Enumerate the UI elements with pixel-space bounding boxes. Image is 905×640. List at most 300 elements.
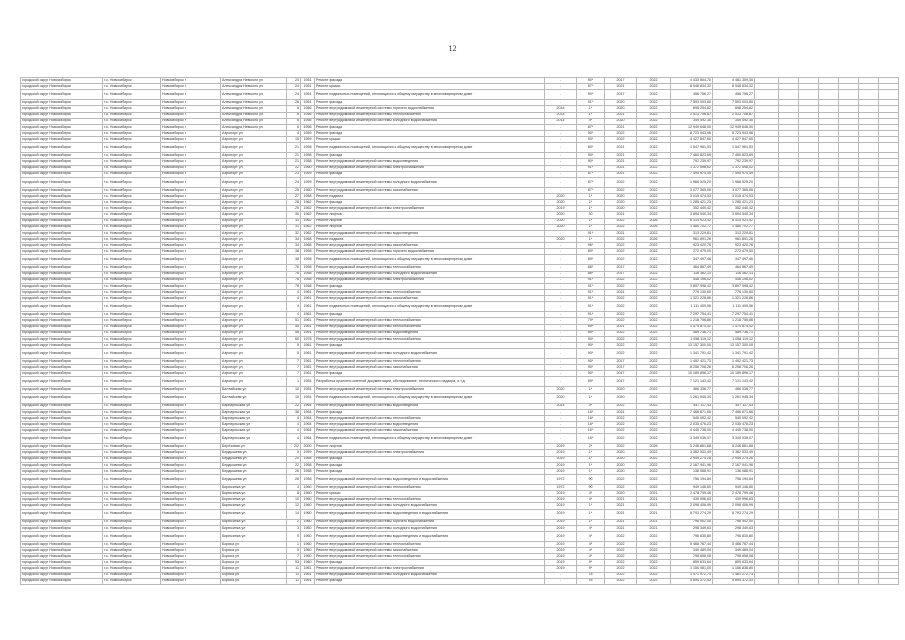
cell-d: городской округ Новосибирск	[21, 422, 103, 428]
empty-cell	[879, 475, 899, 485]
cell-c: г.о. Новосибирск	[103, 541, 161, 547]
cell-a: -	[545, 78, 577, 84]
cell-h: 4	[287, 428, 301, 434]
cell-a: 2019	[545, 519, 577, 525]
cell-s: Новосибирск г	[161, 100, 221, 106]
cell-a: -	[545, 90, 577, 100]
cell-a: 2014	[545, 403, 577, 409]
cell-r1: 2022	[605, 255, 637, 265]
cell-p1: 1 261 945,34	[671, 393, 713, 403]
cell-p1: 8 723 943,96	[671, 130, 713, 136]
cell-d: городской округ Новосибирск	[21, 159, 103, 165]
cell-y: 1961	[301, 330, 315, 336]
empty-cell	[799, 531, 819, 541]
cell-h: 7	[287, 359, 301, 365]
cell-s: Новосибирск г	[161, 531, 221, 541]
cell-p1: 298 349,63	[671, 525, 713, 531]
cell-p1: 2 167 941,96	[671, 462, 713, 468]
cell-st: Александра Невского ул	[221, 118, 287, 124]
cell-u: 4*	[577, 118, 605, 124]
cell-y: 1960	[301, 548, 315, 554]
cell-c: г.о. Новосибирск	[103, 415, 161, 421]
cell-s: Новосибирск г	[161, 106, 221, 112]
cell-d: городской округ Новосибирск	[21, 277, 103, 283]
cell-y: 1958	[301, 456, 315, 462]
cell-r2: 2022	[637, 143, 671, 153]
cell-r2: 2021	[637, 519, 671, 525]
cell-s: Новосибирск г	[161, 342, 221, 348]
cell-h: 15	[287, 137, 301, 143]
cell-st: Бирюсинка ул	[221, 519, 287, 525]
empty-cell	[879, 255, 899, 265]
cell-p2: 1 218 756,86	[713, 318, 755, 324]
cell-d: городской округ Новосибирск	[21, 112, 103, 118]
cell-s: Новосибирск г	[161, 137, 221, 143]
table-row	[21, 509, 899, 519]
cell-h: 55	[287, 324, 301, 330]
cell-st: Балтийская ул	[221, 387, 287, 393]
cell-p2: 8 948 834,32	[713, 84, 755, 90]
cell-y: 1961	[301, 578, 315, 584]
cell-w: Ремонт фасада	[315, 100, 545, 106]
cell-y: 1962	[301, 206, 315, 212]
cell-h: 24	[287, 177, 301, 187]
cell-y: 1958	[301, 255, 315, 265]
cell-d: городской округ Новосибирск	[21, 566, 103, 572]
cell-w: Ремонт подвальных помещений, относящихся к общему имуществу в многоквартирном доме	[315, 255, 545, 265]
cell-st: Аэропорт ул	[221, 243, 287, 249]
cell-u: 4*	[577, 554, 605, 560]
cell-r2: 2022	[637, 277, 671, 283]
cell-y: 2000	[301, 444, 315, 450]
cell-st: Бориса ул	[221, 554, 287, 560]
empty-cell	[779, 434, 799, 444]
cell-c: г.о. Новосибирск	[103, 342, 161, 348]
table-row	[21, 349, 899, 359]
cell-y: 1964	[301, 428, 315, 434]
empty-cell	[755, 255, 779, 265]
cell-w: Ремонт подвальных помещений, относящихся к общему имуществу в многоквартирном доме	[315, 302, 545, 312]
empty-cell	[799, 578, 819, 584]
cell-u: 4*	[577, 531, 605, 541]
cell-y: 1961	[301, 302, 315, 312]
cell-r2: 2022	[637, 296, 671, 302]
cell-st: Бердышева ул	[221, 450, 287, 456]
cell-y: 1958	[301, 283, 315, 289]
cell-p2: 792 239,97	[713, 159, 755, 165]
cell-s: Новосибирск г	[161, 509, 221, 519]
cell-s: Новосибирск г	[161, 187, 221, 193]
cell-y: 1958	[301, 153, 315, 159]
cell-h: 11	[287, 578, 301, 584]
cell-y: 1961	[301, 312, 315, 318]
empty-cell	[799, 475, 819, 485]
cell-p2: 4 461 309,30	[713, 78, 755, 84]
cell-r1: 2022	[605, 578, 637, 584]
cell-d: городской округ Новосибирск	[21, 124, 103, 130]
cell-y: 1954	[301, 393, 315, 403]
cell-c: г.о. Новосибирск	[103, 218, 161, 224]
cell-p2: 961 891,26	[713, 236, 755, 242]
cell-d: городской округ Новосибирск	[21, 359, 103, 365]
cell-a: -	[545, 243, 577, 249]
cell-y: 1958	[301, 193, 315, 199]
cell-p1: 1 966 525,20	[671, 177, 713, 187]
cell-s: Новосибирск г	[161, 560, 221, 566]
cell-u: 90*	[577, 365, 605, 371]
cell-p1: 7 593 003,60	[671, 100, 713, 106]
cell-w: Ремонт фасада	[315, 200, 545, 206]
cell-p1: 466 336,77	[671, 387, 713, 393]
cell-a: -	[545, 377, 577, 387]
cell-s: Новосибирск г	[161, 409, 221, 415]
cell-u: 91*	[577, 277, 605, 283]
cell-d: городской округ Новосибирск	[21, 255, 103, 265]
cell-r1: 2022	[605, 336, 637, 342]
cell-p1: 545 092,42	[671, 415, 713, 421]
cell-st: Аэропорт ул	[221, 265, 287, 271]
cell-p1: 796 830,80	[671, 531, 713, 541]
cell-h: 4	[287, 422, 301, 428]
cell-d: городской округ Новосибирск	[21, 165, 103, 171]
cell-r1: 2022	[605, 554, 637, 560]
cell-st: Аэропорт ул	[221, 212, 287, 218]
cell-p2: 439 996,63	[713, 497, 755, 503]
cell-c: г.о. Новосибирск	[103, 422, 161, 428]
cell-st: Аэропорт ул	[221, 236, 287, 242]
empty-cell	[799, 434, 819, 444]
empty-cell	[839, 578, 859, 584]
cell-d: городской округ Новосибирск	[21, 200, 103, 206]
cell-y: 1960	[301, 509, 315, 519]
cell-st: Аэропорт ул	[221, 193, 287, 199]
cell-u: 1*	[577, 503, 605, 509]
cell-r1: 2022	[605, 531, 637, 541]
cell-d: городской округ Новосибирск	[21, 519, 103, 525]
cell-y: 1961	[301, 566, 315, 572]
cell-p2: 8 314 923,42	[713, 218, 755, 224]
cell-w: Ремонт фасада	[315, 371, 545, 377]
cell-a: -	[545, 296, 577, 302]
cell-r2: 2022	[637, 153, 671, 159]
cell-r2: 2022	[637, 193, 671, 199]
cell-s: Новосибирск г	[161, 200, 221, 206]
empty-cell	[879, 90, 899, 100]
cell-r2: 2022	[637, 387, 671, 393]
cell-u: 87*	[577, 177, 605, 187]
cell-a: -	[545, 349, 577, 359]
cell-p2: 1 341 791,42	[713, 349, 755, 359]
cell-p2: 8 723 943,96	[713, 130, 755, 136]
cell-p1: 1 471 972,73	[671, 572, 713, 578]
cell-h: 4	[287, 302, 301, 312]
cell-r1: 2021	[605, 497, 637, 503]
cell-r2: 2022	[637, 265, 671, 271]
cell-r2: 2022	[637, 566, 671, 572]
cell-st: Аэропорт ул	[221, 171, 287, 177]
cell-a: 2019	[545, 206, 577, 212]
empty-cell	[859, 377, 879, 387]
cell-p1: 2 513 706,87	[671, 112, 713, 118]
cell-c: г.о. Новосибирск	[103, 118, 161, 124]
cell-st: Бердышева ул	[221, 468, 287, 474]
table-row	[21, 377, 899, 387]
cell-st: Александра Невского ул	[221, 106, 287, 112]
cell-s: Новосибирск г	[161, 193, 221, 199]
cell-d: городской округ Новосибирск	[21, 218, 103, 224]
cell-h: 7	[287, 371, 301, 377]
cell-u: 1*	[577, 200, 605, 206]
empty-cell	[755, 177, 779, 187]
cell-p1: 272 479,00	[671, 249, 713, 255]
cell-p2: 7 121 143,42	[713, 377, 755, 387]
cell-r2: 2022	[637, 531, 671, 541]
cell-p1: 3 894 540,34	[671, 212, 713, 218]
cell-p1: 756 194,84	[671, 475, 713, 485]
cell-p1: 116 362,13	[671, 271, 713, 277]
cell-a: -	[545, 165, 577, 171]
cell-r2: 2022	[637, 84, 671, 90]
cell-c: г.о. Новосибирск	[103, 387, 161, 393]
cell-u: 1*	[577, 462, 605, 468]
cell-h: 21	[287, 143, 301, 153]
cell-h: 31	[287, 218, 301, 224]
cell-st: Аэропорт ул	[221, 137, 287, 143]
cell-u: 9*	[577, 566, 605, 572]
cell-c: г.о. Новосибирск	[103, 100, 161, 106]
cell-st: Аэропорт ул	[221, 143, 287, 153]
empty-cell	[755, 475, 779, 485]
cell-r2: 2022	[637, 130, 671, 136]
cell-r2: 2022	[637, 124, 671, 130]
cell-u: 1*	[577, 106, 605, 112]
cell-st: Аэропорт ул	[221, 277, 287, 283]
cell-p2: 8 256 706,26	[713, 365, 755, 371]
cell-st: Бориса ул	[221, 548, 287, 554]
table-row	[21, 255, 899, 265]
cell-r2: 2022	[637, 100, 671, 106]
cell-w: Ремонт лифтов	[315, 218, 545, 224]
empty-cell	[799, 349, 819, 359]
cell-p2: 3 362 533,49	[713, 450, 755, 456]
cell-r1: 2020	[605, 450, 637, 456]
cell-d: городской округ Новосибирск	[21, 434, 103, 444]
cell-c: г.о. Новосибирск	[103, 230, 161, 236]
cell-u: 1*	[577, 193, 605, 199]
cell-c: г.о. Новосибирск	[103, 503, 161, 509]
cell-w: Ремонт внутридомовой инженерной системы газоснабжения	[315, 365, 545, 371]
cell-st: Аэропорт ул	[221, 249, 287, 255]
cell-a: -	[545, 409, 577, 415]
cell-h: 4	[287, 312, 301, 318]
cell-d: городской округ Новосибирск	[21, 475, 103, 485]
empty-cell	[859, 255, 879, 265]
cell-d: городской округ Новосибирск	[21, 271, 103, 277]
cell-w: Ремонт фасада	[315, 468, 545, 474]
cell-s: Новосибирск г	[161, 236, 221, 242]
empty-cell	[779, 177, 799, 187]
cell-w: Ремонт внутридомовой инженерной системы горячего водоснабжения	[315, 519, 545, 525]
cell-r1: 2021	[605, 509, 637, 519]
empty-cell	[839, 509, 859, 519]
cell-r2: 2022	[637, 434, 671, 444]
cell-u: 1*	[577, 468, 605, 474]
cell-d: городской округ Новосибирск	[21, 450, 103, 456]
cell-y: 1964	[301, 409, 315, 415]
cell-r1: 2022	[605, 541, 637, 547]
cell-p2: 1 966 525,20	[713, 177, 755, 187]
cell-h: 78	[287, 283, 301, 289]
cell-p1: 1 547 961,53	[671, 143, 713, 153]
cell-d: городской округ Новосибирск	[21, 130, 103, 136]
cell-h: 22	[287, 165, 301, 171]
cell-r2: 2022	[637, 456, 671, 462]
empty-cell	[859, 90, 879, 100]
empty-cell	[839, 255, 859, 265]
cell-r1: 2022	[605, 130, 637, 136]
cell-p1: 439 996,63	[671, 497, 713, 503]
cell-r2: 2021	[637, 503, 671, 509]
cell-w: Ремонт фасада	[315, 283, 545, 289]
cell-y: 1961	[301, 289, 315, 295]
cell-r2: 2022	[637, 450, 671, 456]
cell-st: Барнаульская ул	[221, 428, 287, 434]
cell-a: 2020	[545, 236, 577, 242]
cell-r1: 2022	[605, 283, 637, 289]
cell-h: 5	[287, 531, 301, 541]
cell-r2: 2026	[637, 236, 671, 242]
cell-a: 2019	[545, 503, 577, 509]
cell-r1: 2022	[605, 249, 637, 255]
cell-d: городской округ Новосибирск	[21, 468, 103, 474]
cell-p2: 352 440,42	[713, 206, 755, 212]
empty-cell	[755, 349, 779, 359]
cell-y: 1956	[301, 112, 315, 118]
empty-cell	[779, 349, 799, 359]
cell-s: Новосибирск г	[161, 90, 221, 100]
cell-y: 1951	[301, 100, 315, 106]
cell-w: Ремонт внутридомовой инженерной системы электроснабжения	[315, 277, 545, 283]
cell-a: -	[545, 415, 577, 421]
cell-y: 1960	[301, 525, 315, 531]
cell-p1: 1 218 756,86	[671, 318, 713, 324]
empty-cell	[819, 177, 839, 187]
cell-r1: 2021	[605, 409, 637, 415]
cell-p2: 1 321 228,86	[713, 296, 755, 302]
cell-a: -	[545, 578, 577, 584]
cell-c: г.о. Новосибирск	[103, 485, 161, 491]
empty-cell	[839, 90, 859, 100]
cell-c: г.о. Новосибирск	[103, 475, 161, 485]
cell-u: 16*	[577, 415, 605, 421]
cell-h: 2/2	[287, 444, 301, 450]
cell-u: 89*	[577, 249, 605, 255]
cell-d: городской округ Новосибирск	[21, 312, 103, 318]
cell-p2: 4 445 738,00	[713, 428, 755, 434]
cell-a: 2020	[545, 387, 577, 393]
empty-cell	[879, 143, 899, 153]
cell-h: 10	[287, 387, 301, 393]
cell-u: 9*	[577, 560, 605, 566]
cell-d: городской округ Новосибирск	[21, 243, 103, 249]
cell-s: Новосибирск г	[161, 312, 221, 318]
cell-st: Аэропорт ул	[221, 318, 287, 324]
empty-cell	[755, 434, 779, 444]
cell-r2: 2022	[637, 106, 671, 112]
cell-st: Бориса ул	[221, 541, 287, 547]
cell-a: -	[545, 312, 577, 318]
cell-r1: 2021	[605, 519, 637, 525]
cell-y: 1962	[301, 200, 315, 206]
empty-cell	[879, 349, 899, 359]
cell-s: Новосибирск г	[161, 485, 221, 491]
cell-st: Аэропорт ул	[221, 336, 287, 342]
cell-r1: 2021	[605, 153, 637, 159]
cell-u: 4*	[577, 491, 605, 497]
cell-s: Новосибирск г	[161, 255, 221, 265]
cell-u: 90*	[577, 90, 605, 100]
cell-r2: 2022	[637, 349, 671, 359]
cell-u: 91*	[577, 165, 605, 171]
empty-cell	[839, 434, 859, 444]
cell-a: -	[545, 318, 577, 324]
cell-a: -	[545, 330, 577, 336]
cell-w: Ремонт фасада	[315, 456, 545, 462]
empty-cell	[755, 509, 779, 519]
cell-y: 1958	[301, 265, 315, 271]
cell-p2: 3 077 365,06	[713, 187, 755, 193]
cell-s: Новосибирск г	[161, 206, 221, 212]
cell-y: 1961	[301, 342, 315, 348]
cell-w: Ремонт подвальных помещений, относящихся к общему имуществу в многоквартирном доме	[315, 143, 545, 153]
cell-p1: 1 372 598,02	[671, 165, 713, 171]
cell-r2: 2022	[637, 371, 671, 377]
cell-c: г.о. Новосибирск	[103, 531, 161, 541]
cell-h: 6	[287, 112, 301, 118]
empty-cell	[879, 509, 899, 519]
cell-p1: 2 098 406,99	[671, 503, 713, 509]
cell-a: 2014	[545, 112, 577, 118]
cell-r2: 2022	[637, 578, 671, 584]
cell-c: г.о. Новосибирск	[103, 206, 161, 212]
table-row	[21, 434, 899, 444]
cell-p2: 1 480 702,77	[713, 224, 755, 230]
table-row	[21, 475, 899, 485]
cell-r2: 2022	[637, 230, 671, 236]
cell-s: Новосибирск г	[161, 371, 221, 377]
cell-u: 89*	[577, 255, 605, 265]
cell-c: г.о. Новосибирск	[103, 130, 161, 136]
cell-w: Ремонт внутридомовой инженерной системы теплоснабжения	[315, 554, 545, 560]
cell-s: Новосибирск г	[161, 434, 221, 444]
cell-s: Новосибирск г	[161, 456, 221, 462]
empty-cell	[779, 531, 799, 541]
cell-c: г.о. Новосибирск	[103, 165, 161, 171]
cell-r1: 2022	[605, 403, 637, 409]
cell-r1: 2021	[605, 171, 637, 177]
cell-s: Новосибирск г	[161, 566, 221, 572]
empty-cell	[859, 393, 879, 403]
cell-r2: 2022	[637, 118, 671, 124]
cell-p1: 1 058 119,12	[671, 336, 713, 342]
cell-w: Ремонт внутридомовой инженерной системы холодного водоснабжения	[315, 525, 545, 531]
cell-s: Новосибирск г	[161, 462, 221, 468]
cell-a: 2019	[545, 468, 577, 474]
cell-y: 1960	[301, 541, 315, 547]
cell-s: Новосибирск г	[161, 130, 221, 136]
cell-w: Ремонт внутридомовой инженерной системы теплоснабжения	[315, 112, 545, 118]
cell-y: 1978	[301, 336, 315, 342]
